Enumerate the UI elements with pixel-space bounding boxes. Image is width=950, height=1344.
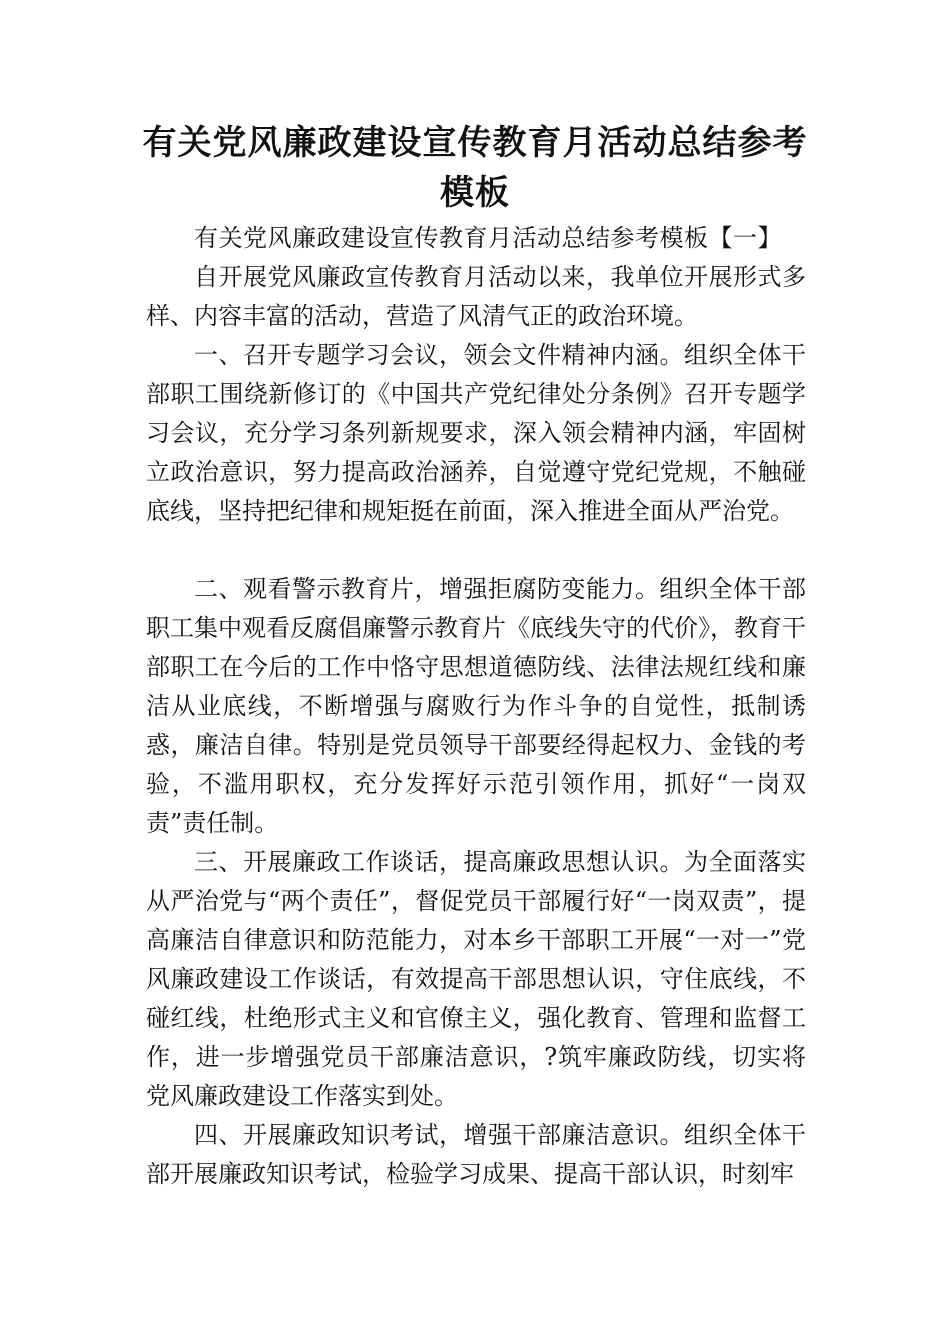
paragraph-section-4: 四、开展廉政知识考试，增强干部廉洁意识。组织全体干部开展廉政知识考试，检验学习成果、提高干部认识，时刻牢: [146, 1121, 806, 1188]
blank-line: [146, 531, 806, 570]
paragraph-intro: 自开展党风廉政宣传教育月活动以来，我单位开展形式多样、内容丰富的活动，营造了风清气正的政治环境。: [146, 263, 806, 330]
paragraph-section-2: 二、观看警示教育片，增强拒腐防变能力。组织全体干部职工集中观看反腐倡廉警示教育片《底线失守的代价》，教育干部职工在今后的工作中恪守思想道德防线、法律法规红线和廉洁从业底线，不断增强与腐败行为作斗争的自觉性，抵制诱惑，廉洁自律。特别是党员领导干部要经得起权力、金钱的考验，不滥用职权，充分发挥好示范引领作用，抓好“一岗双责”责任制。: [146, 575, 806, 837]
section-subheading: 有关党风廉政建设宣传教育月活动总结参考模板【一】: [194, 224, 782, 252]
document-body: [146, 219, 806, 1194]
paragraph-section-1: 一、召开专题学习会议，领会文件精神内涵。组织全体干部职工围绕新修订的《中国共产党纪律处分条例》召开专题学习会议，充分学习条列新规要求，深入领会精神内涵，牢固树立政治意识，努力提高政治涵养，自觉遵守党纪党规，不触碰底线，坚持把纪律和规矩挺在前面，深入推进全面从严治党。: [146, 341, 806, 525]
paragraph-section-3: 三、开展廉政工作谈话，提高廉政思想认识。为全面落实从严治党与“两个责任”，督促党员干部履行好“一岗双责”，提高廉洁自律意识和防范能力，对本乡干部职工开展“一对一”党风廉政建设工作谈话，有效提高干部思想认识，守住底线，不碰红线，杜绝形式主义和官僚主义，强化教育、管理和监督工作，进一步增强党员干部廉洁意识，?筑牢廉政防线，切实将党风廉政建设工作落实到处。: [146, 848, 806, 1110]
document-title: 有关党风廉政建设宣传教育月活动总结参考模板: [142, 123, 808, 213]
